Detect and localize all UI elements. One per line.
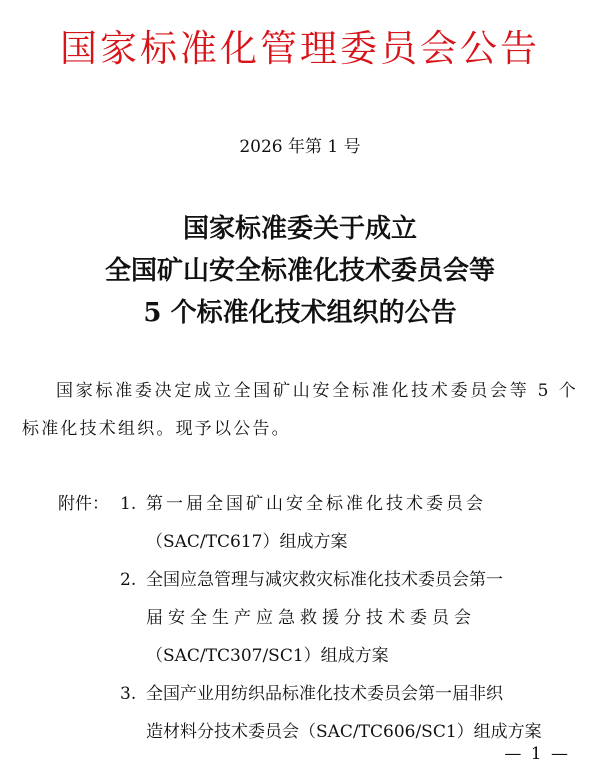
attachment-number: 3. — [120, 684, 137, 704]
title-line-3: 5 个标准化技术组织的公告 — [143, 298, 457, 328]
attachment-item-3-cont — [58, 713, 578, 751]
attachments-list — [58, 485, 578, 751]
attachment-item-2-cont — [58, 599, 578, 637]
attachment-text: 全国产业用纺织品标准化技术委员会第一届非织 — [146, 684, 503, 704]
attachment-text: 届安全生产应急救援分技术委员会 — [146, 608, 476, 628]
attachment-text: 造材料分技术委员会（SAC/TC606/SC1）组成方案 — [146, 722, 542, 742]
title-line-1: 国家标准委关于成立 — [182, 214, 417, 244]
attachment-text: （SAC/TC617）组成方案 — [146, 532, 348, 552]
announcement-header: 国家标准化管理委员会公告 — [60, 27, 540, 70]
attachment-item-2-cont2 — [58, 637, 578, 675]
attachment-number: 2. — [120, 570, 137, 590]
attachment-item-2 — [58, 561, 578, 599]
attachment-item-3 — [58, 675, 578, 713]
attachment-number: 1. — [120, 494, 137, 514]
attachments-label: 附件： — [58, 494, 109, 514]
document-number: 2026 年第 1 号 — [239, 137, 361, 157]
attachment-item-1-cont — [58, 523, 578, 561]
attachment-text: （SAC/TC307/SC1）组成方案 — [146, 646, 389, 666]
title-line-2: 全国矿山安全标准化技术委员会等 — [104, 256, 495, 286]
page-number: — 1 — — [504, 744, 570, 764]
attachment-text: 第一届全国矿山安全标准化技术委员会 — [146, 494, 486, 514]
document-title — [0, 208, 600, 334]
attachment-text: 全国应急管理与减灾救灾标准化技术委员会第一 — [146, 570, 503, 590]
attachment-item-1 — [58, 485, 578, 523]
body-paragraph: 国家标准委决定成立全国矿山安全标准化技术委员会等 5 个标准化技术组织。现予以公告。 — [22, 381, 578, 439]
